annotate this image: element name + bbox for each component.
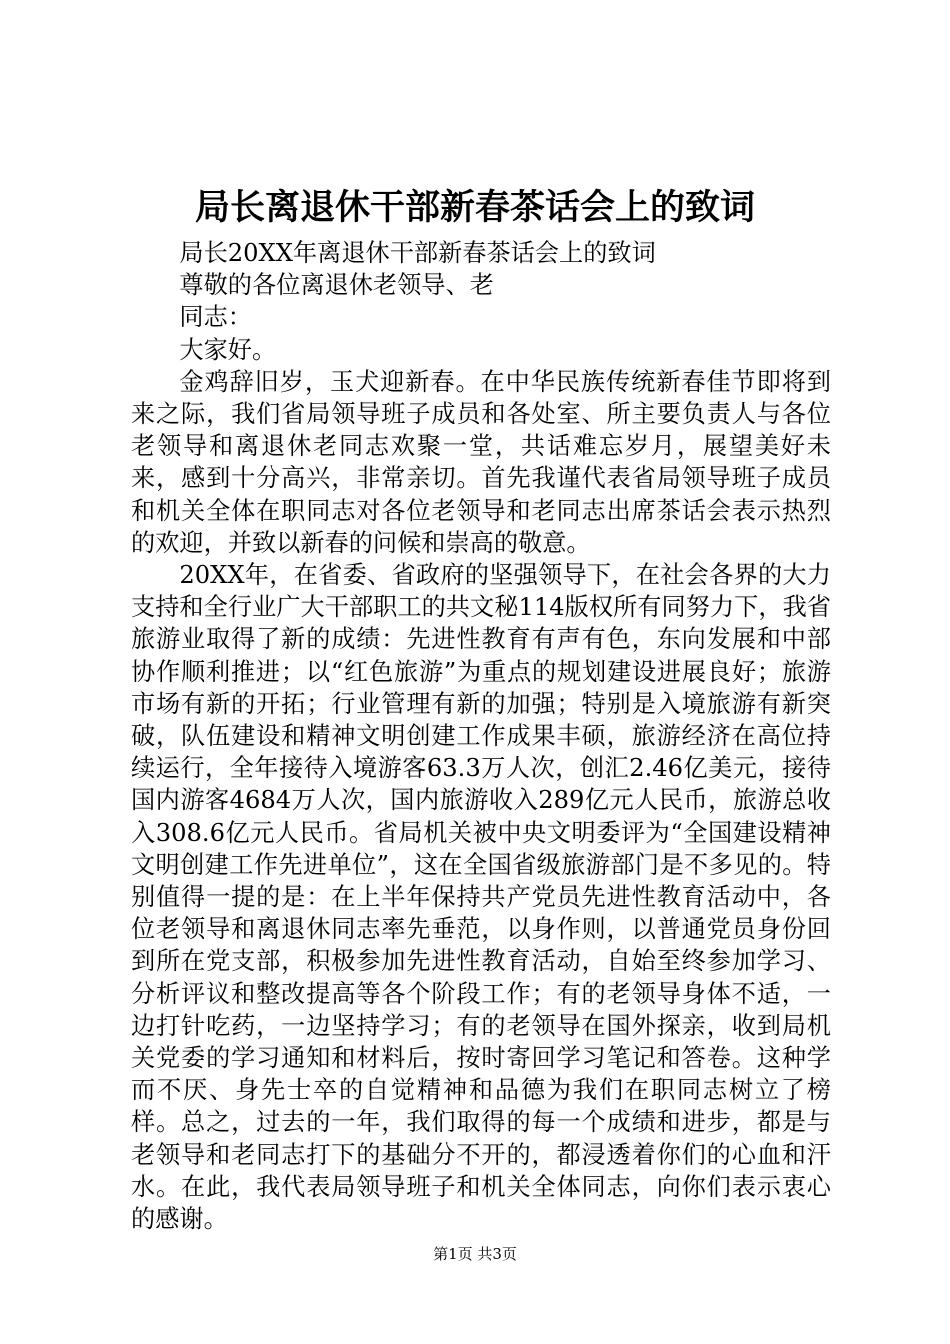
document-title: 局长离退休干部新春茶话会上的致词: [194, 187, 755, 228]
subtitle-paragraph: 局长20XX年离退休干部新春茶话会上的致词: [179, 239, 656, 267]
salutation-continuation: 同志：: [179, 303, 252, 332]
document-body: [131, 237, 831, 1235]
salutation-paragraph: 尊敬的各位离退休老领导、老: [179, 271, 494, 300]
page-footer: 第1页 共3页: [433, 1245, 517, 1263]
body-paragraph: 20XX年，在省委、省政府的坚强领导下，在社会各界的大力支持和全行业广大干部职工的共文秘114版权所有同努力下，我省旅游业取得了新的成绩：先进性教育有声有色，东向发展和中部协作顺利推进；以“红色旅游”为重点的规划建设进展良好；旅游市场有新的开拓；行业管理有新的加强；特别是入境旅游有新突破，队伍建设和精神文明创建工作成果丰硕，旅游经济在高位持续运行，全年接待入境游客63.3万人次，创汇2.46亿美元，接待国内游客4684万人次，国内旅游收入289亿元人民币，旅游总收入308.6亿元人民币。省局机关被中央文明委评为“全国建设精神文明创建工作先进单位”，这在全国省级旅游部门是不多见的。特别值得一提的是：在上半年保持共产党员先进性教育活动中，各位老领导和离退休同志率先垂范，以身作则，以普通党员身份回到所在党支部，积极参加先进性教育活动，自始至终参加学习、分析评议和整改提高等各个阶段工作；有的老领导身体不适，一边打针吃药，一边坚持学习；有的老领导在国外探亲，收到局机关党委的学习通知和材料后，按时寄回学习笔记和答卷。这种学而不厌、身先士卒的自觉精神和品德为我们在职同志树立了榜样。总之，过去的一年，我们取得的每一个成绩和进步，都是与老领导和老同志打下的基础分不开的，都浸透着你们的心血和汗水。在此，我代表局领导班子和机关全体同志，向你们表示衷心的感谢。: [131, 561, 831, 1234]
body-paragraph: 金鸡辞旧岁，玉犬迎新春。在中华民族传统新春佳节即将到来之际，我们省局领导班子成员和各处室、所主要负责人与各位老领导和离退休老同志欢聚一堂，共话难忘岁月，展望美好未来，感到十分高兴，非常亲切。首先我谨代表省局领导班子成员和机关全体在职同志对各位老领导和老同志出席茶话会表示热烈的欢迎，并致以新春的问候和崇高的敬意。: [131, 367, 831, 557]
greeting-paragraph: 大家好。: [179, 335, 277, 364]
